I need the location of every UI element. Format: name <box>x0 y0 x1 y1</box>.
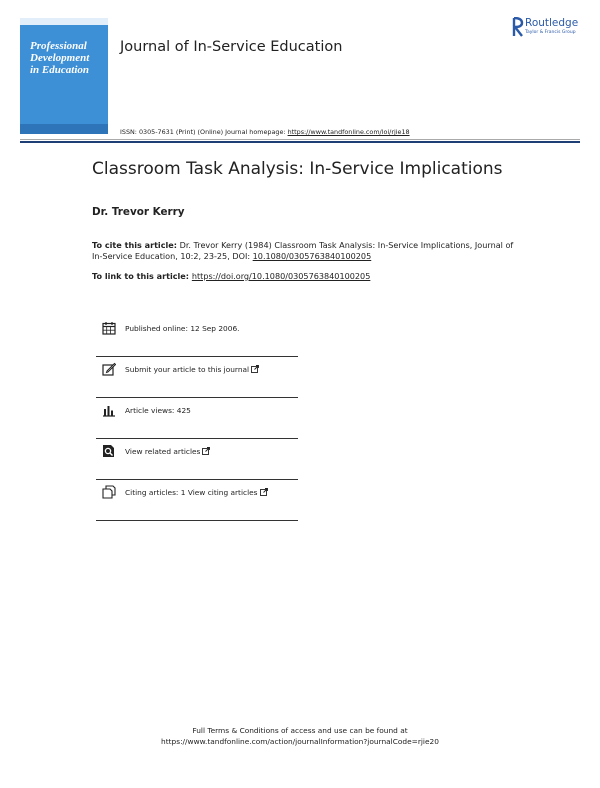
article-link-line <box>92 271 370 281</box>
published-online-text: Published online: 12 Sep 2006. <box>125 324 240 333</box>
article-views-text: Article views: 425 <box>125 406 191 415</box>
info-item-related[interactable] <box>96 439 298 480</box>
journal-title: Journal of In-Service Education <box>120 39 343 55</box>
submit-article-link[interactable] <box>125 365 259 374</box>
external-link-icon <box>251 365 259 373</box>
issn-line <box>120 128 410 136</box>
article-title: Classroom Task Analysis: In-Service Implications <box>92 159 503 179</box>
terms-footer-line1: Full Terms & Conditions of access and use can be found at <box>192 726 408 735</box>
issn-text: ISSN: 0305-7631 (Print) (Online) Journal homepage: <box>120 128 288 136</box>
related-articles-link[interactable] <box>125 447 210 456</box>
header-divider-thin <box>20 139 580 140</box>
cover-top-band <box>20 18 108 25</box>
info-item-views <box>96 398 298 439</box>
cover-title-line: Professional <box>30 40 87 52</box>
info-item-citing[interactable] <box>96 480 298 521</box>
journal-homepage-link[interactable]: https://www.tandfonline.com/loi/rjie18 <box>287 128 410 136</box>
link-label: To link to this article: <box>92 271 192 281</box>
edit-icon <box>102 362 116 376</box>
publisher-logo <box>512 17 590 41</box>
submit-article-text: Submit your article to this journal <box>125 365 250 374</box>
citation-label: To cite this article: <box>92 240 178 250</box>
info-item-submit[interactable] <box>96 357 298 398</box>
citation-text: Dr. Trevor Kerry (1984) Classroom Task Analysis: In-Service Implications, Journal of In-Service Education, 10:2, 23-25, DOI: <box>92 240 514 262</box>
routledge-logo-icon <box>512 17 524 37</box>
article-doi-url-link[interactable]: https://doi.org/10.1080/0305763840100205 <box>191 271 371 281</box>
article-info-list <box>96 316 298 521</box>
info-item-published <box>96 316 298 357</box>
article-author: Dr. Trevor Kerry <box>92 206 185 218</box>
citing-icon <box>102 485 116 499</box>
citing-articles-text: Citing articles: 1 View citing articles <box>125 488 258 497</box>
terms-footer <box>0 726 600 747</box>
terms-footer-url[interactable]: https://www.tandfonline.com/action/journalInformation?journalCode=rjie20 <box>161 736 439 746</box>
journal-cover-image <box>20 18 108 134</box>
citation-doi-link[interactable]: 10.1080/0305763840100205 <box>252 251 372 262</box>
calendar-icon <box>102 321 116 335</box>
citing-articles-link[interactable] <box>125 488 268 497</box>
bar-chart-icon <box>102 403 116 417</box>
external-link-icon <box>260 488 268 496</box>
search-doc-icon <box>102 444 116 458</box>
cover-title-line: Development <box>30 52 90 64</box>
cover-bottom-band <box>20 124 108 134</box>
citation-block <box>92 240 522 263</box>
cover-title <box>30 40 106 76</box>
publisher-name: Routledge <box>525 17 579 29</box>
header-divider-thick <box>20 141 580 143</box>
external-link-icon <box>202 447 210 455</box>
publisher-tagline: Taylor & Francis Group <box>525 30 576 35</box>
cover-title-line: in Education <box>30 64 89 76</box>
related-articles-text: View related articles <box>125 447 201 456</box>
